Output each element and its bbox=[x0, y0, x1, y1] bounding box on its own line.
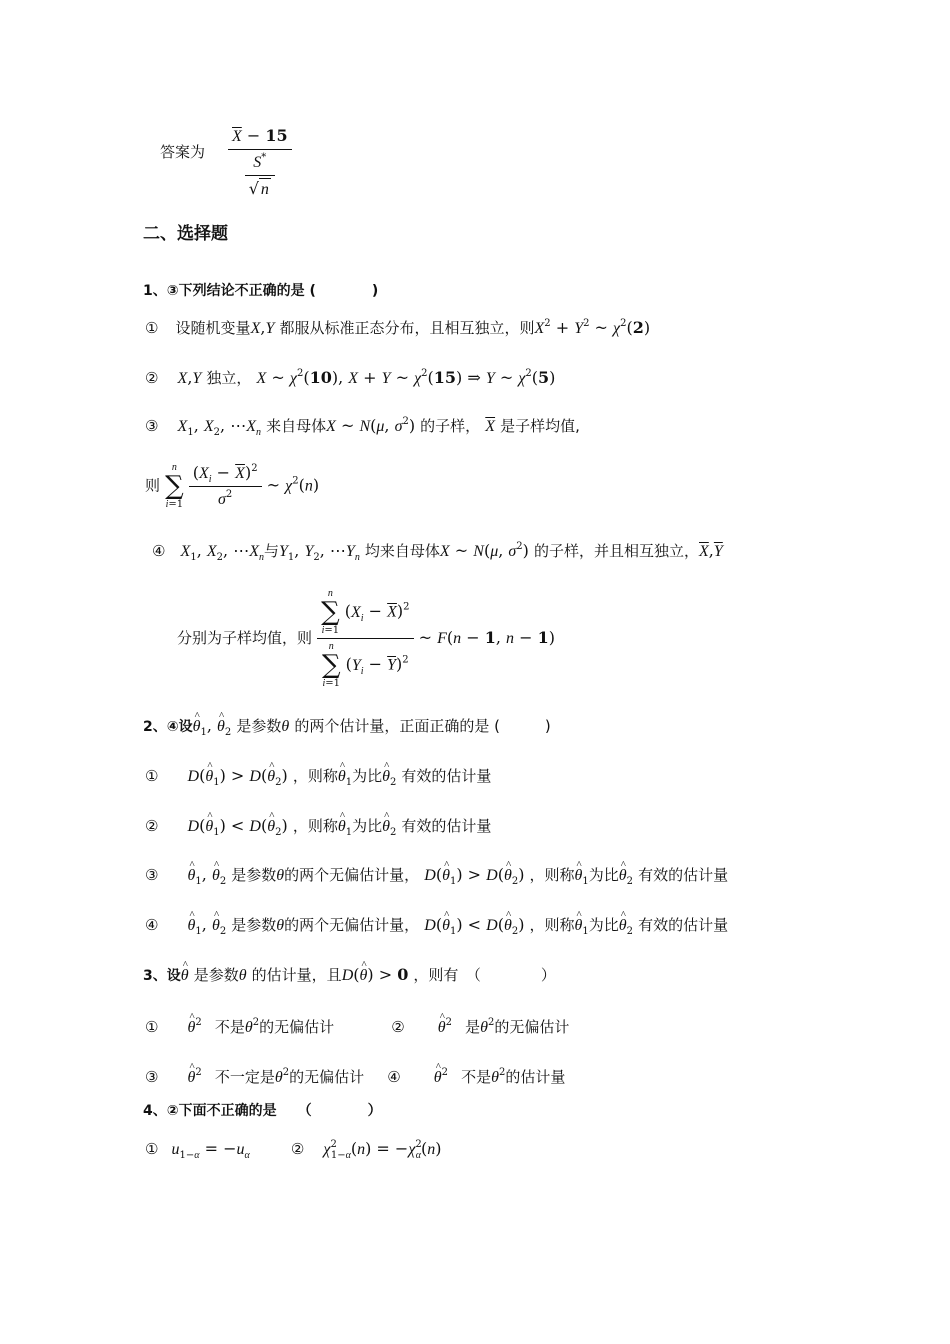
q3-options-row-1: ① ^ $\theta^2$ 不是$\theta^2$的无偏估计 ② ^ $\theta^2$ 是$\theta^2$的无偏估计 bbox=[145, 1017, 569, 1038]
q2-option-4: ④ ^ $\theta_1$, ^ $\theta_2$ 是参数θ的两个无偏估计量， D(^ $\theta_1$) < D(^ $\theta_2$) ，则称^ $\theta_1$为比^ $\theta_2$ 有效的估计量 bbox=[145, 915, 728, 936]
section-title: 二、选择题 bbox=[143, 224, 228, 244]
q4-stem: 4、②下面不正确的是 （ ） bbox=[143, 1103, 382, 1119]
q1-option-4-formula: 分别为子样均值，则 n ∑ i=1 $(X_i - \overline{X})^2$ n ∑ i=1 $(Y_i - \overline{Y})^2$ ~ F(n − 1, n − 1) bbox=[177, 588, 556, 689]
q2-option-3: ③ ^ $\theta_1$, ^ $\theta_2$ 是参数θ的两个无偏估计量， D(^ $\theta_1$) > D(^ $\theta_2$) ，则称^ $\theta_1$为比^ $\theta_2$ 有效的估计量 bbox=[145, 865, 728, 886]
q2-option-1: ① D(^ $\theta_1$) > D(^ $\theta_2$) ，则称^ $\theta_1$为比^ $\theta_2$ 有效的估计量 bbox=[145, 766, 491, 787]
q2-stem: 2、④设^ $\theta_1$, ^ $\theta_2$ 是参数θ 的两个估计量，正面正确的是 ( ) bbox=[143, 716, 551, 737]
q1-stem: 1、③下列结论不正确的是 ( ) bbox=[143, 283, 379, 299]
q1-option-1: ① 设随机变量X,Y 都服从标准正态分布，且相互独立，则$X^2 + Y^2$ ~ $\chi^2(2)$ bbox=[145, 318, 651, 337]
q2-option-2: ② D(^ $\theta_1$) < D(^ $\theta_2$) ，则称^ $\theta_1$为比^ $\theta_2$ 有效的估计量 bbox=[145, 816, 491, 837]
answer-label: 答案为 bbox=[160, 143, 206, 161]
q1-option-2: ② X,Y 独立， X ~ $\chi^2(10)$, X + Y ~ $\chi^2(15)$ ⇒ Y ~ $\chi^2(5)$ bbox=[145, 368, 556, 387]
q1-option-3: ③ $X_1$, $X_2$, $\cdots X_n$ 来自母体X ~ N(μ, $\sigma^2$) 的子样， $\overline{X}$ 是子样均值, bbox=[145, 416, 580, 438]
q1-option-4: ④ $X_1$, $X_2$, $\cdots X_n$与$Y_1$, $Y_2$, $\cdots Y_n$ 均来自母体X ~ N(μ, $\sigma^2$) 的子样，并且相互独立，$\overline{X},\overline{Y}$ bbox=[152, 541, 723, 563]
answer-formula: $\frac{\overline{X} - 15}{\frac{S^*}{√ n}}$ bbox=[228, 126, 292, 200]
q3-options-row-2: ③ ^ $\theta^2$ 不一定是$\theta^2$的无偏估计 ④ ^ $\theta^2$ 不是$\theta^2$的估计量 bbox=[145, 1067, 565, 1088]
q1-option-3-formula: 则 n ∑ i=1 $\frac{(X_i - \overline{X})^2}{\sigma^2}$ ~ $\chi^2(n)$ bbox=[145, 462, 320, 510]
q3-stem: 3、设^ θ 是参数θ 的估计量，且D(^ θ) > 0 ，则有 （ ） bbox=[143, 965, 556, 986]
q4-options: ① $u_{1-\alpha} = -u_\alpha$ ② $\chi^2_{1-\alpha}(n) = -\chi^2_\alpha(n)$ bbox=[145, 1139, 442, 1161]
